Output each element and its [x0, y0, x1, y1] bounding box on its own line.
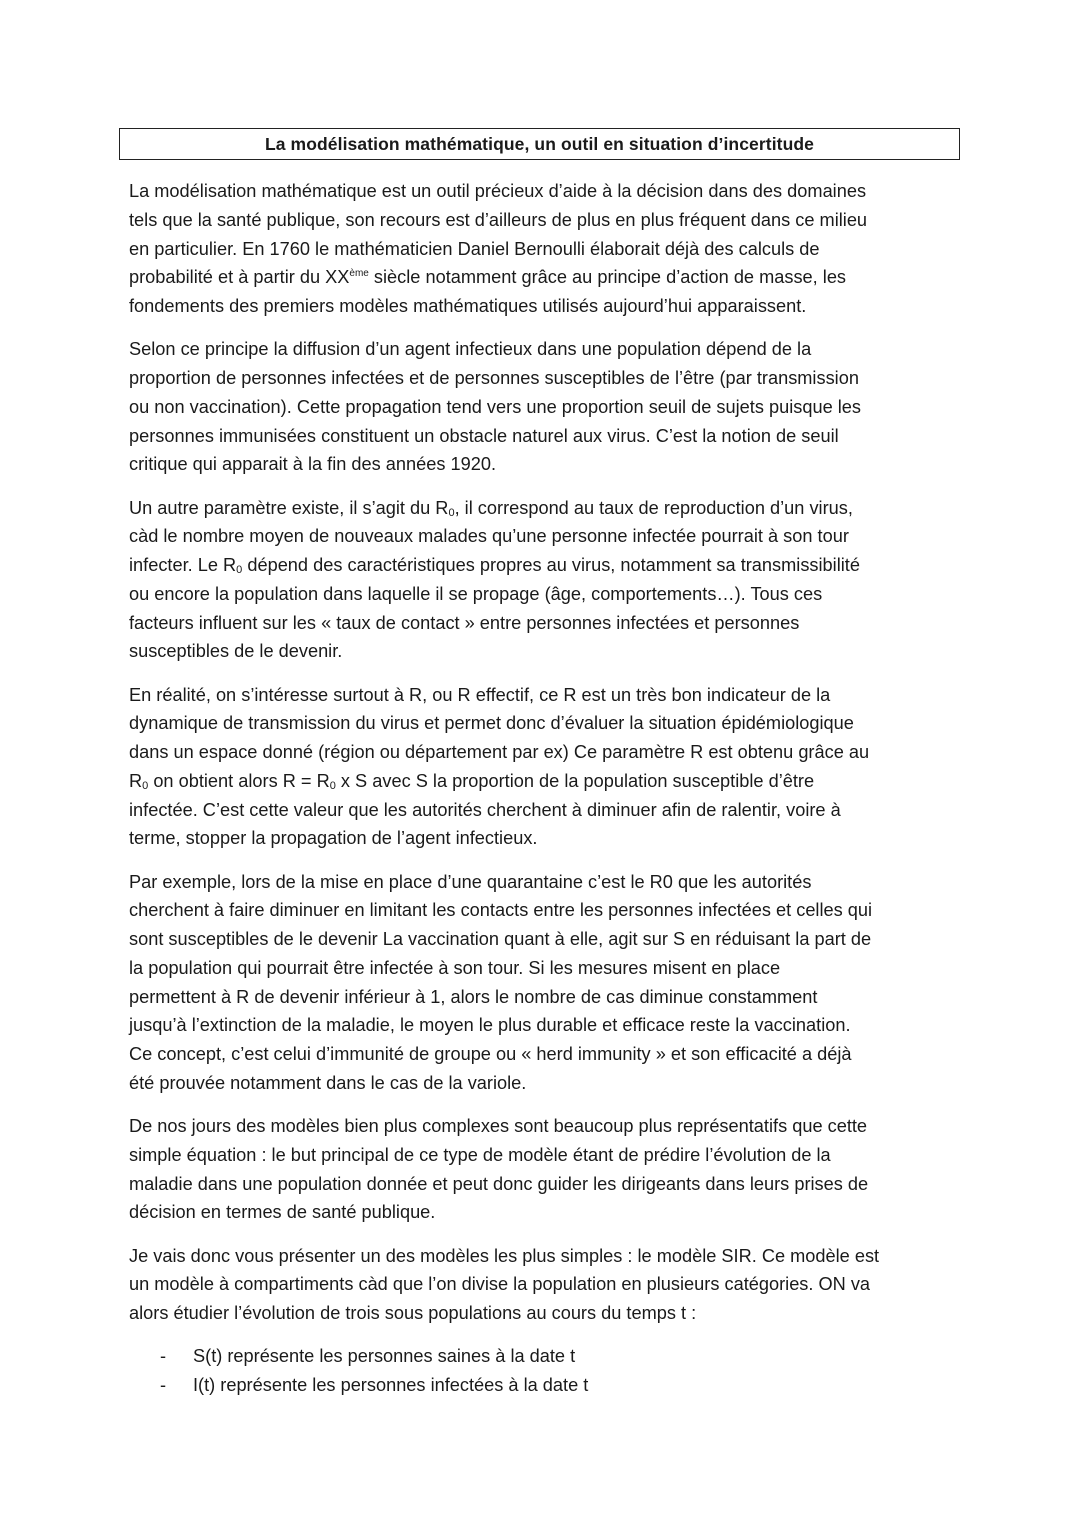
- text-line: permettent à R de devenir inférieur à 1, alors le nombre de cas diminue constamment: [129, 986, 818, 1007]
- title-box: [119, 128, 960, 160]
- text-line: [129, 551, 959, 580]
- superscript: ème: [349, 268, 369, 280]
- text-line: la population qui pourrait être infectée à son tour. Si les mesures misent en place: [129, 957, 781, 978]
- text-fragment: R: [129, 770, 143, 791]
- text-fragment: infecter. Le R: [129, 555, 237, 575]
- text-line: infectée. C’est cette valeur que les autorités cherchent à diminuer afin de ralentir, voire à: [129, 799, 841, 820]
- text-fragment: siècle notamment grâce au principe d’action de masse, les: [368, 267, 847, 288]
- text-line: cherchent à faire diminuer en limitant les contacts entre les personnes infectées et celles qui: [129, 900, 873, 921]
- paragraph-sir-model: [129, 1242, 959, 1328]
- paragraph-intro: [129, 177, 959, 321]
- text-line: En réalité, on s’intéresse surtout à R, ou R effectif, ce R est un très bon indicateur de la: [129, 684, 831, 705]
- text-line: dynamique de transmission du virus et permet donc d’évaluer la situation épidémiologique: [129, 713, 854, 734]
- text-line: simple équation : le but principal de ce type de modèle étant de prédire l’évolution de la: [129, 1144, 831, 1165]
- text-fragment: Un autre paramètre existe, il s’agit du R: [129, 497, 449, 518]
- list-dash: -: [160, 1375, 167, 1395]
- text-line: jusqu’à l’extinction de la maladie, le moyen le plus durable et efficace reste la vaccination.: [129, 1015, 851, 1036]
- sir-definitions-list: [129, 1342, 959, 1400]
- text-line: en particulier. En 1760 le mathématicien Daniel Bernoulli élaborait déjà des calculs de: [129, 238, 820, 259]
- text-line: fondements des premiers modèles mathématiques utilisés aujourd’hui apparaissent.: [129, 296, 807, 316]
- text-line: Selon ce principe la diffusion d’un agent infectieux dans une population dépend de la: [129, 339, 812, 360]
- list-item-text: I(t) représente les personnes infectées à la date t: [193, 1375, 589, 1395]
- text-fragment: dépend des caractéristiques propres au virus, notamment sa transmissibilité: [242, 555, 860, 575]
- text-line: alors étudier l’évolution de trois sous populations au cours du temps t :: [129, 1303, 697, 1323]
- paragraph-r-effectif: [129, 681, 959, 854]
- paragraph-r0: [129, 494, 959, 667]
- text-line: facteurs influent sur les « taux de contact » entre personnes infectées et personnes: [129, 612, 800, 633]
- text-line: dans un espace donné (région ou département par ex) Ce paramètre R est obtenu grâce au: [129, 742, 870, 762]
- subscript: 0: [448, 506, 455, 519]
- text-line: proportion de personnes infectées et de personnes susceptibles de l’être (par transmission: [129, 368, 859, 388]
- text-line: ou encore la population dans laquelle il se propage (âge, comportements…). Tous ces: [129, 583, 823, 604]
- text-line: tels que la santé publique, son recours est d’ailleurs de plus en plus fréquent dans ce milieu: [129, 209, 868, 230]
- list-item: [129, 1342, 959, 1371]
- text-line: ou non vaccination). Cette propagation tend vers une proportion seuil de sujets puisque les: [129, 396, 862, 417]
- text-line: un modèle à compartiments càd que l’on divise la population en plusieurs catégories. ON va: [129, 1274, 871, 1295]
- document-body: [129, 177, 959, 1400]
- text-line: De nos jours des modèles bien plus complexes sont beaucoup plus représentatifs que cette: [129, 1116, 868, 1136]
- text-line: maladie dans une population donnée et peut donc guider les dirigeants dans leurs prises de: [129, 1173, 869, 1194]
- list-dash: -: [160, 1346, 167, 1367]
- text-fragment: on obtient alors R = R: [148, 770, 330, 791]
- list-item: [129, 1371, 959, 1400]
- text-line: personnes immunisées constituent un obstacle naturel aux virus. C’est la notion de seuil: [129, 425, 839, 446]
- subscript: 0: [236, 564, 243, 576]
- text-line: [129, 263, 959, 292]
- paragraph-example: [129, 868, 959, 1098]
- list-item-text: S(t) représente les personnes saines à la date t: [193, 1346, 576, 1367]
- text-line: Je vais donc vous présenter un des modèles les plus simples : le modèle SIR. Ce modèle est: [129, 1245, 880, 1266]
- text-line: Ce concept, c’est celui d’immunité de groupe ou « herd immunity » et son efficacité a déjà: [129, 1044, 852, 1064]
- paragraph-mass-action: [129, 335, 959, 479]
- text-line: sont susceptibles de le devenir La vaccination quant à elle, agit sur S en réduisant la part de: [129, 929, 872, 949]
- text-line: critique qui apparait à la fin des années 1920.: [129, 454, 497, 475]
- text-fragment: probabilité et à partir du XX: [129, 267, 350, 288]
- text-line: [129, 767, 959, 796]
- text-line: La modélisation mathématique est un outil précieux d’aide à la décision dans des domaines: [129, 181, 867, 201]
- text-fragment: x S avec S la proportion de la population susceptible d’être: [335, 770, 815, 791]
- text-line: décision en termes de santé publique.: [129, 1202, 436, 1223]
- text-line: été prouvée notamment dans le cas de la variole.: [129, 1072, 527, 1093]
- text-line: Par exemple, lors de la mise en place d’une quarantaine c’est le R0 que les autorités: [129, 871, 812, 892]
- document-title: La modélisation mathématique, un outil en situation d’incertitude: [264, 133, 815, 154]
- text-line: [129, 494, 959, 523]
- text-fragment: , il correspond au taux de reproduction d’un virus,: [454, 497, 853, 518]
- subscript: 0: [142, 779, 149, 792]
- text-line: terme, stopper la propagation de l’agent infectieux.: [129, 828, 538, 849]
- text-line: càd le nombre moyen de nouveaux malades qu’une personne infectée pourrait à son tour: [129, 526, 849, 547]
- subscript: 0: [329, 779, 336, 792]
- paragraph-complex-models: [129, 1112, 959, 1227]
- text-line: susceptibles de le devenir.: [129, 641, 343, 662]
